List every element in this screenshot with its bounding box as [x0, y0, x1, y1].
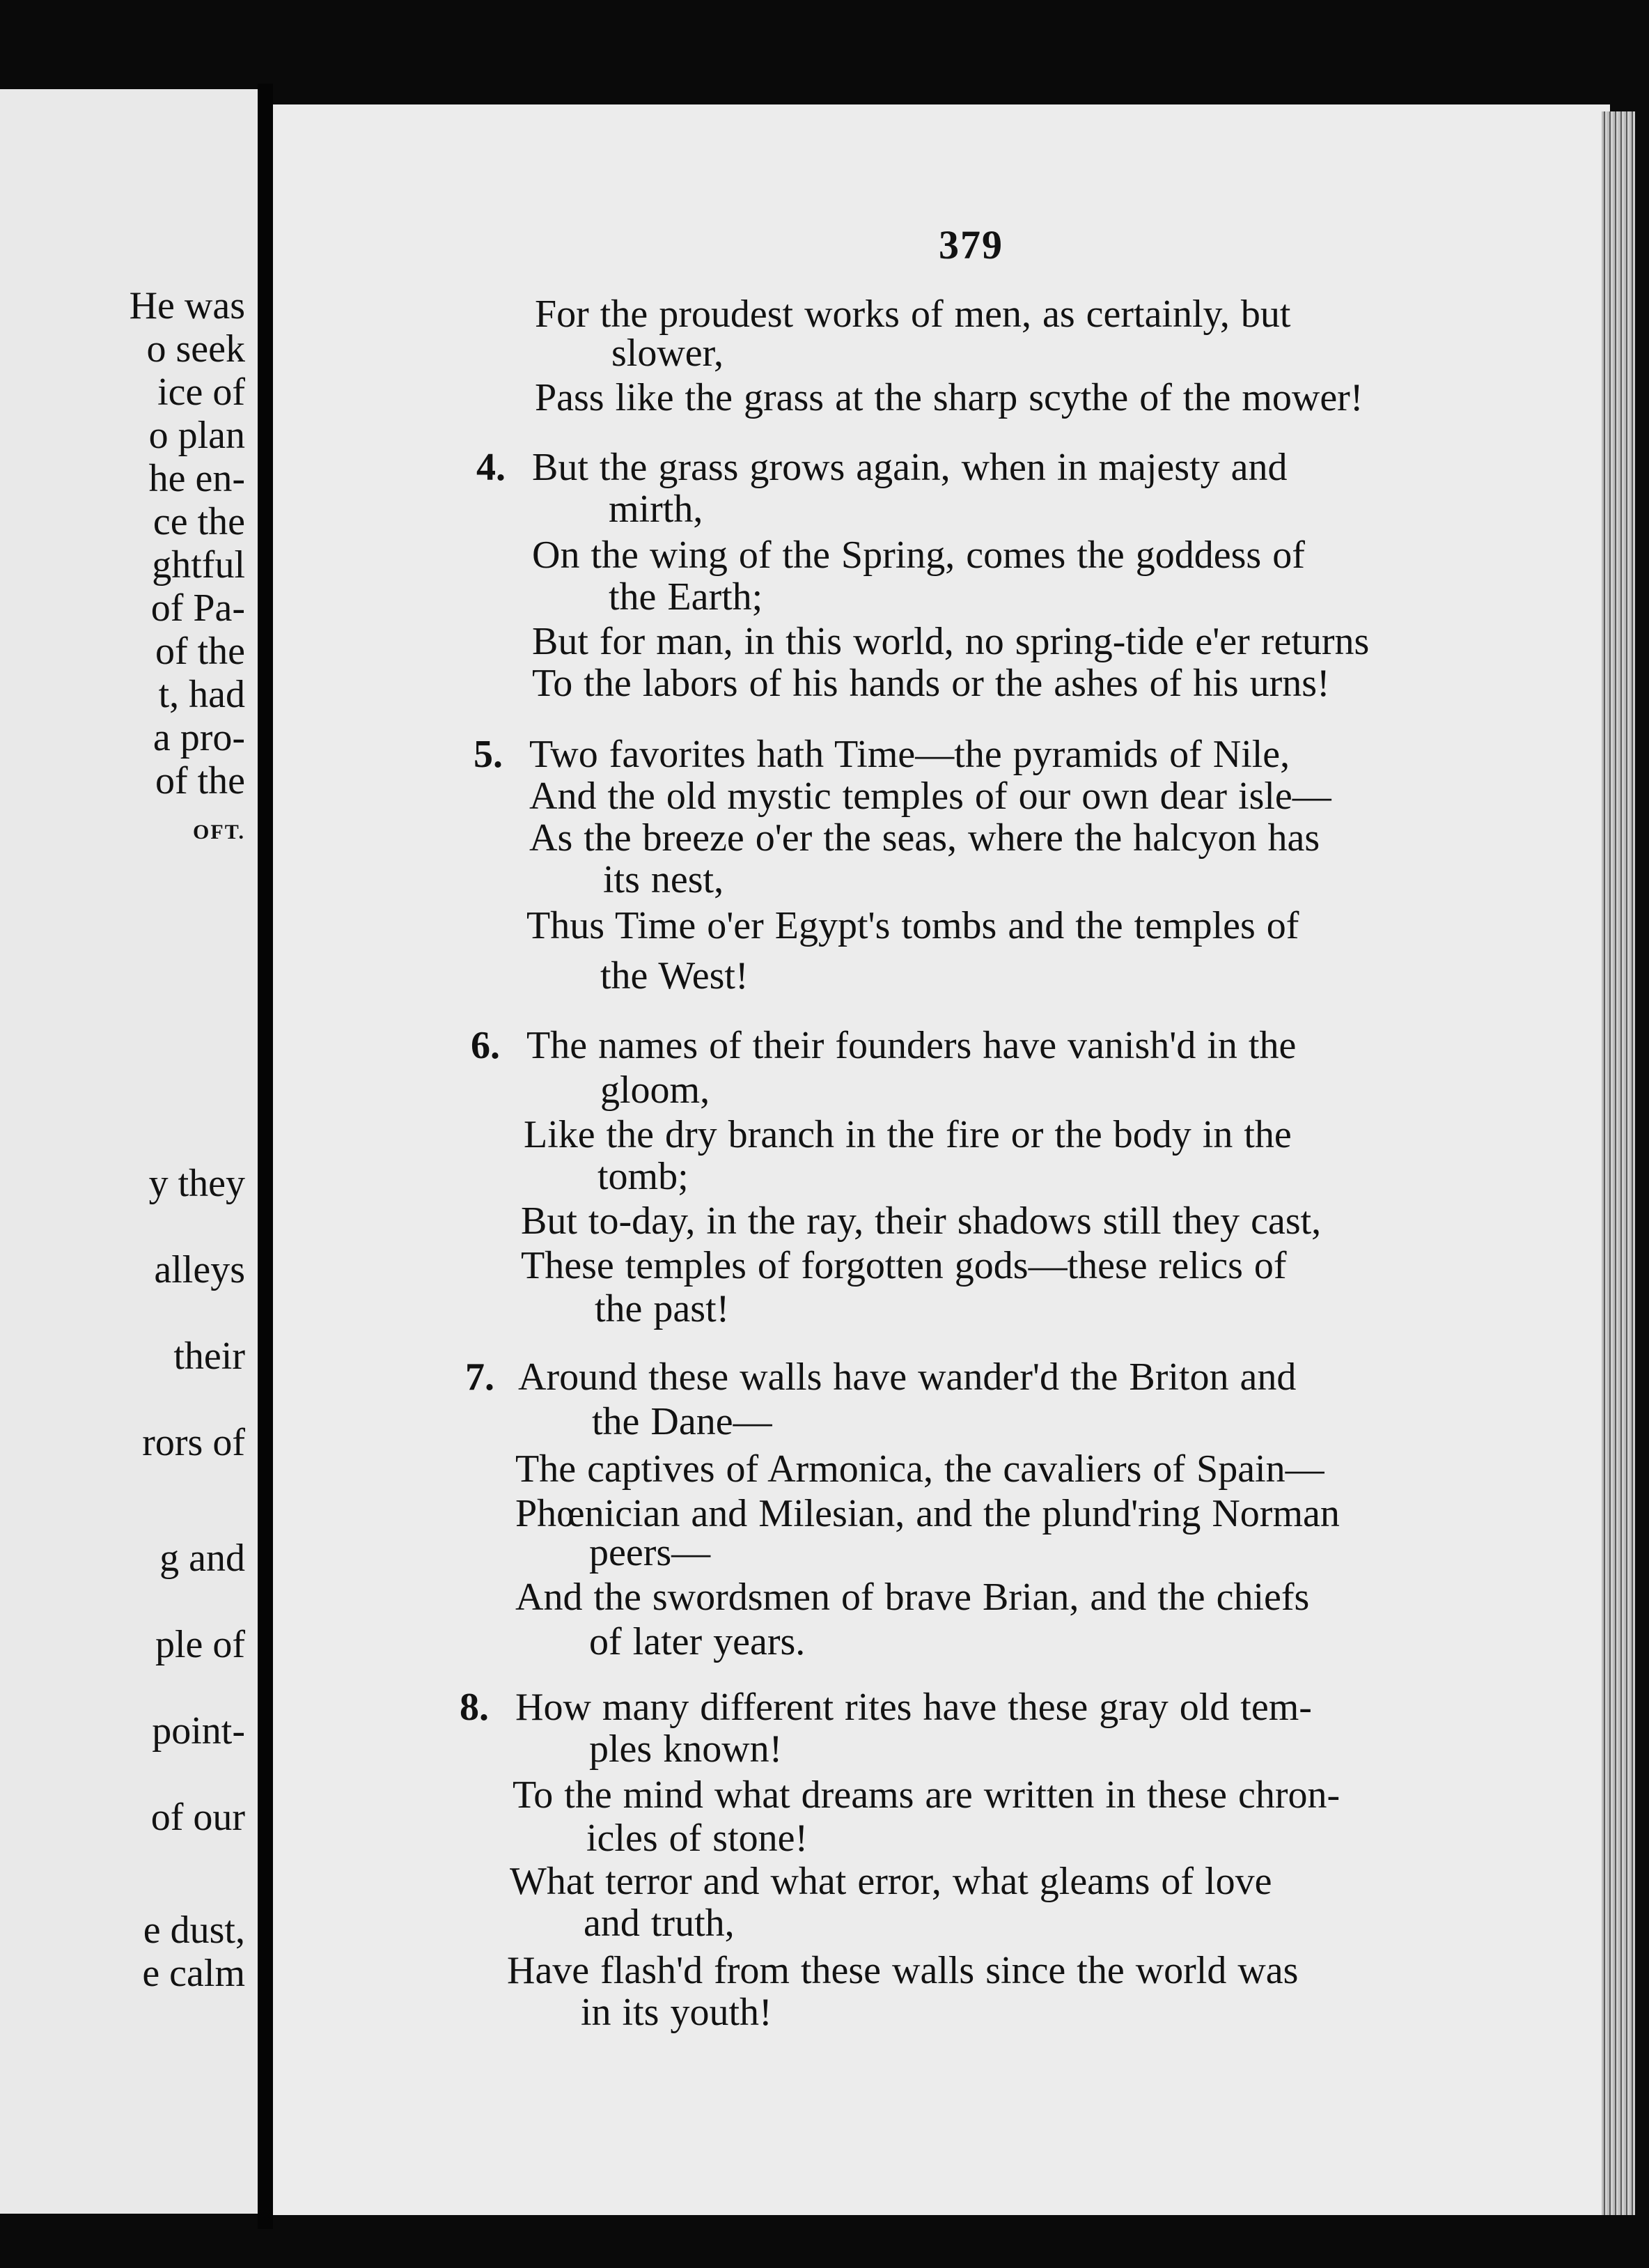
facing-page-line: point- — [152, 1709, 245, 1753]
poem-line: As the breeze o'er the seas, where the halcyon has — [529, 816, 1320, 860]
facing-page-line: He was — [129, 284, 245, 327]
facing-page-line: ce the — [153, 500, 245, 543]
facing-page-line: of Pa- — [150, 587, 245, 630]
poem-line: tomb; — [597, 1155, 689, 1198]
poem-line: mirth, — [609, 488, 703, 531]
poem-line: To the labors of his hands or the ashes of his urns! — [532, 662, 1330, 705]
facing-page-line: of the — [155, 630, 245, 673]
poem-line: How many different rites have these gray old tem- — [515, 1686, 1312, 1729]
poem-line: Pass like the grass at the sharp scythe of the mower! — [535, 376, 1363, 419]
poem-line: But the grass grows again, when in majesty and — [532, 446, 1288, 489]
page-number: 379 — [939, 222, 1003, 267]
stanza-number: 7. — [465, 1356, 494, 1399]
poem-line: Have flash'd from these walls since the world was — [507, 1949, 1299, 1992]
facing-page-line: y they — [148, 1162, 245, 1205]
poem-line: peers— — [589, 1531, 711, 1574]
poem-line: But to-day, in the ray, their shadows still they cast, — [521, 1199, 1322, 1243]
facing-page-line: e calm — [142, 1952, 245, 1995]
poem-line: gloom, — [600, 1069, 710, 1112]
facing-page-line: of the — [155, 759, 245, 802]
poem-line: slower, — [611, 332, 724, 375]
poem-line: These temples of forgotten gods—these relics of — [521, 1244, 1287, 1287]
poem-line: the past! — [595, 1287, 730, 1330]
poem-line: For the proudest works of men, as certainly, but — [535, 293, 1291, 336]
poem-line: To the mind what dreams are written in these chron- — [513, 1773, 1341, 1817]
poem-line: The captives of Armonica, the cavaliers of Spain— — [515, 1447, 1324, 1491]
stanza-number: 8. — [460, 1686, 489, 1729]
facing-page-line: t, had — [158, 673, 245, 716]
poem-line: the Earth; — [609, 575, 763, 619]
poem-line: the Dane— — [592, 1400, 772, 1443]
poem-line: And the old mystic temples of our own dear isle— — [529, 775, 1331, 818]
facing-page — [0, 89, 258, 2214]
poem-line: Phœnician and Milesian, and the plund'ring Norman — [515, 1492, 1340, 1535]
poem-line: But for man, in this world, no spring-tide e'er returns — [532, 620, 1370, 663]
poem-line: in its youth! — [581, 1991, 772, 2034]
stanza-number: 6. — [471, 1024, 500, 1067]
facing-page-line: g and — [159, 1537, 245, 1580]
poem-line: The names of their founders have vanish'd in the — [526, 1024, 1297, 1067]
poem-line: What terror and what error, what gleams of love — [510, 1860, 1272, 1903]
stanza-number: 5. — [474, 733, 503, 776]
poem-line: and truth, — [584, 1902, 735, 1945]
poem-line: ples known! — [589, 1727, 783, 1771]
facing-page-line: ple of — [155, 1623, 245, 1666]
stanza-number: 4. — [476, 446, 506, 489]
poem-line: of later years. — [589, 1620, 806, 1663]
facing-page-line: a pro- — [153, 716, 245, 759]
poem-line: And the swordsmen of brave Brian, and the chiefs — [515, 1576, 1310, 1619]
facing-page-line: ice of — [157, 371, 245, 414]
facing-page-line: their — [173, 1335, 245, 1378]
facing-page-line: ghtful — [152, 543, 245, 587]
facing-page-line: alleys — [154, 1248, 245, 1291]
facing-page-line: OFT. — [193, 821, 245, 844]
book-gutter — [258, 84, 273, 2229]
poem-line: Thus Time o'er Egypt's tombs and the temples of — [526, 904, 1299, 947]
poem-line: the West! — [600, 954, 749, 997]
poem-line: icles of stone! — [586, 1817, 808, 1860]
facing-page-line: o plan — [148, 414, 245, 457]
facing-page-line: o seek — [146, 327, 245, 371]
facing-page-line: of our — [150, 1796, 245, 1839]
poem-line: Like the dry branch in the fire or the body in the — [524, 1113, 1292, 1156]
facing-page-line: rors of — [142, 1421, 245, 1464]
page-edges — [1602, 111, 1635, 2215]
poem-line: Around these walls have wander'd the Briton and — [518, 1356, 1297, 1399]
facing-page-line: e dust, — [143, 1909, 245, 1952]
poem-line: On the wing of the Spring, comes the goddess of — [532, 534, 1305, 577]
poem-line: its nest, — [603, 858, 724, 901]
facing-page-line: he en- — [148, 457, 245, 500]
poem-line: Two favorites hath Time—the pyramids of Nile, — [529, 733, 1290, 776]
